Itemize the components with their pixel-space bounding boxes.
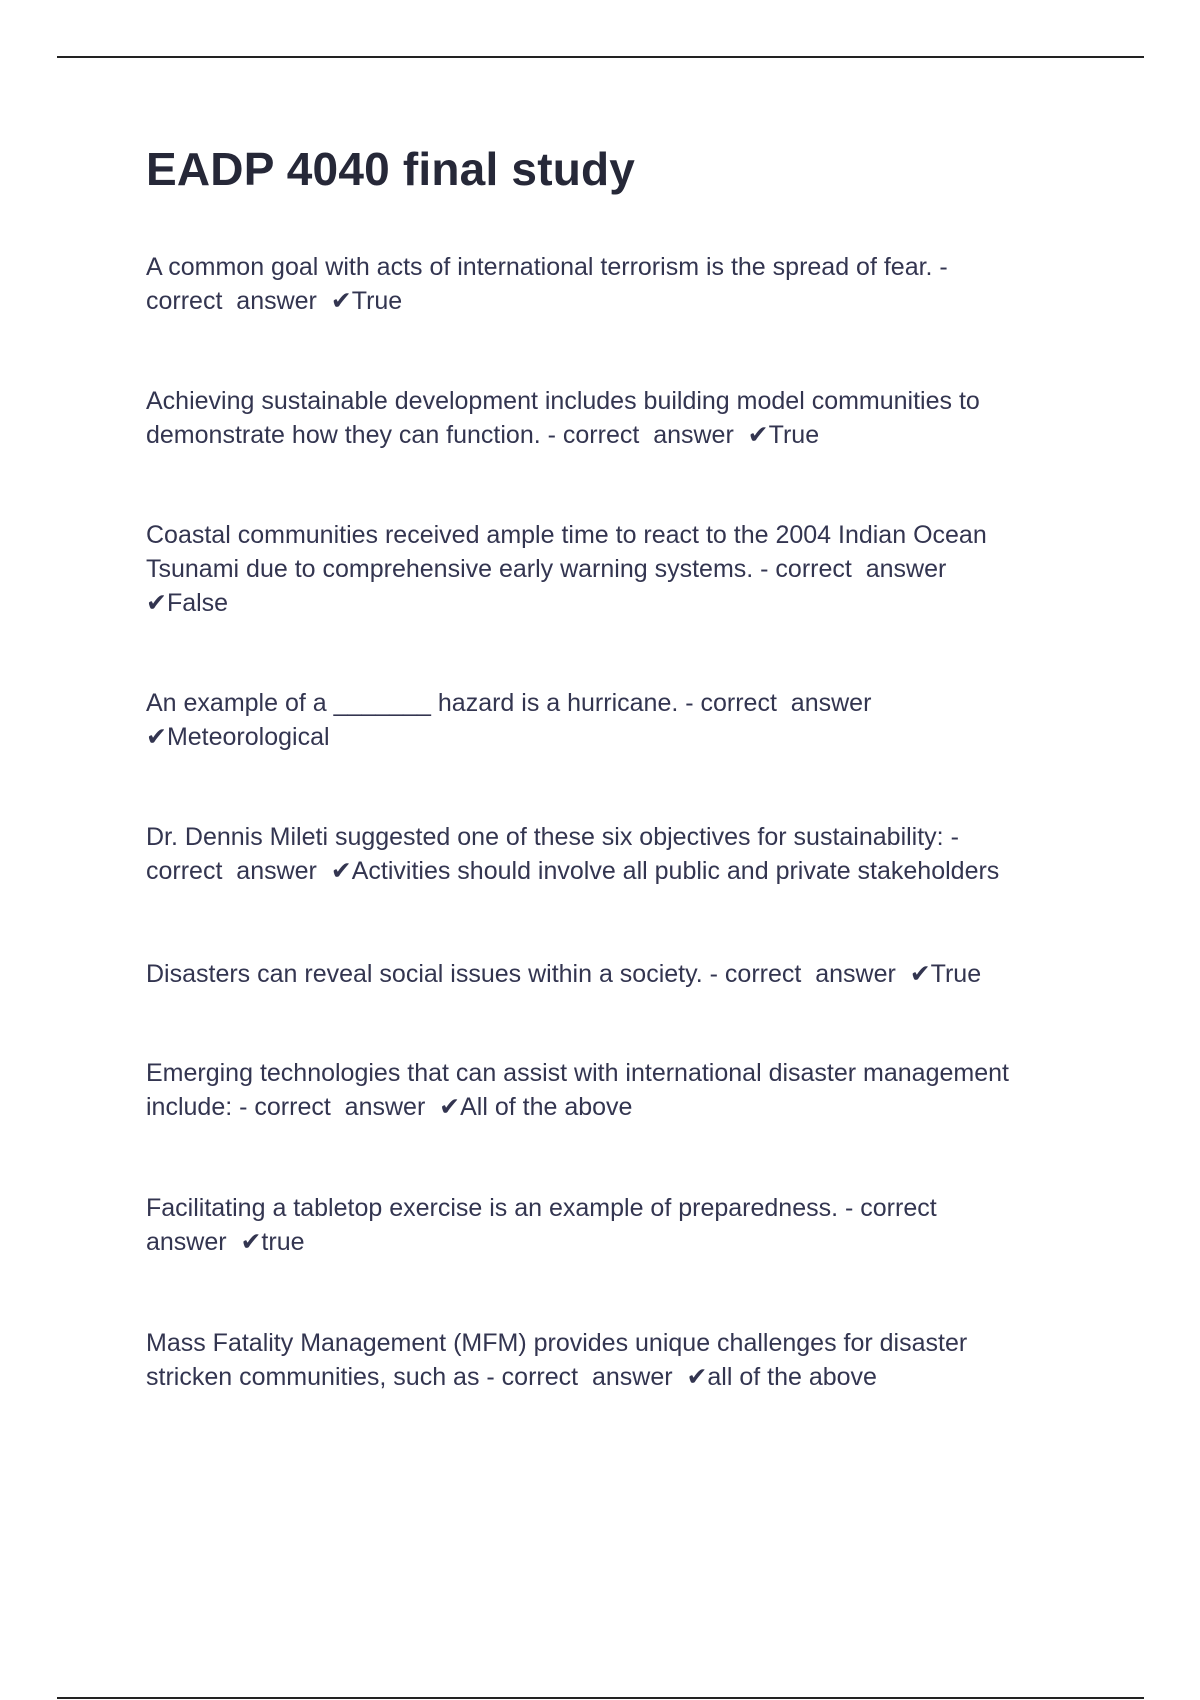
qa-item-9: Mass Fatality Management (MFM) provides unique challenges for disaster stricken communities, such as - correct answer ✔all of the above <box>146 1329 968 1391</box>
bottom-rule <box>57 1697 1144 1699</box>
qa-item-5: Dr. Dennis Mileti suggested one of these six objectives for sustainability: - correct answer ✔Activities should involve all public and private stakeholders <box>146 823 1000 885</box>
qa-item-3: Coastal communities received ample time to react to the 2004 Indian Ocean Tsunami due to comprehensive early warning systems. - correct answer ✔False <box>146 521 987 617</box>
qa-item-1: A common goal with acts of international terrorism is the spread of fear. - correct answer ✔True <box>146 253 948 315</box>
qa-item-8: Facilitating a tabletop exercise is an example of preparedness. - correct answer ✔true <box>146 1194 937 1256</box>
qa-item-6: Disasters can reveal social issues within a society. - correct answer ✔True <box>146 960 982 988</box>
qa-item-4: An example of a _______ hazard is a hurricane. - correct answer ✔Meteorological <box>146 689 872 751</box>
page-title: EADP 4040 final study <box>146 143 636 195</box>
qa-item-2: Achieving sustainable development includes building model communities to demonstrate how they can function. - correct answer ✔True <box>146 387 980 449</box>
qa-item-7: Emerging technologies that can assist with international disaster management include: - correct answer ✔All of the above <box>146 1059 1009 1121</box>
top-rule <box>57 56 1144 58</box>
